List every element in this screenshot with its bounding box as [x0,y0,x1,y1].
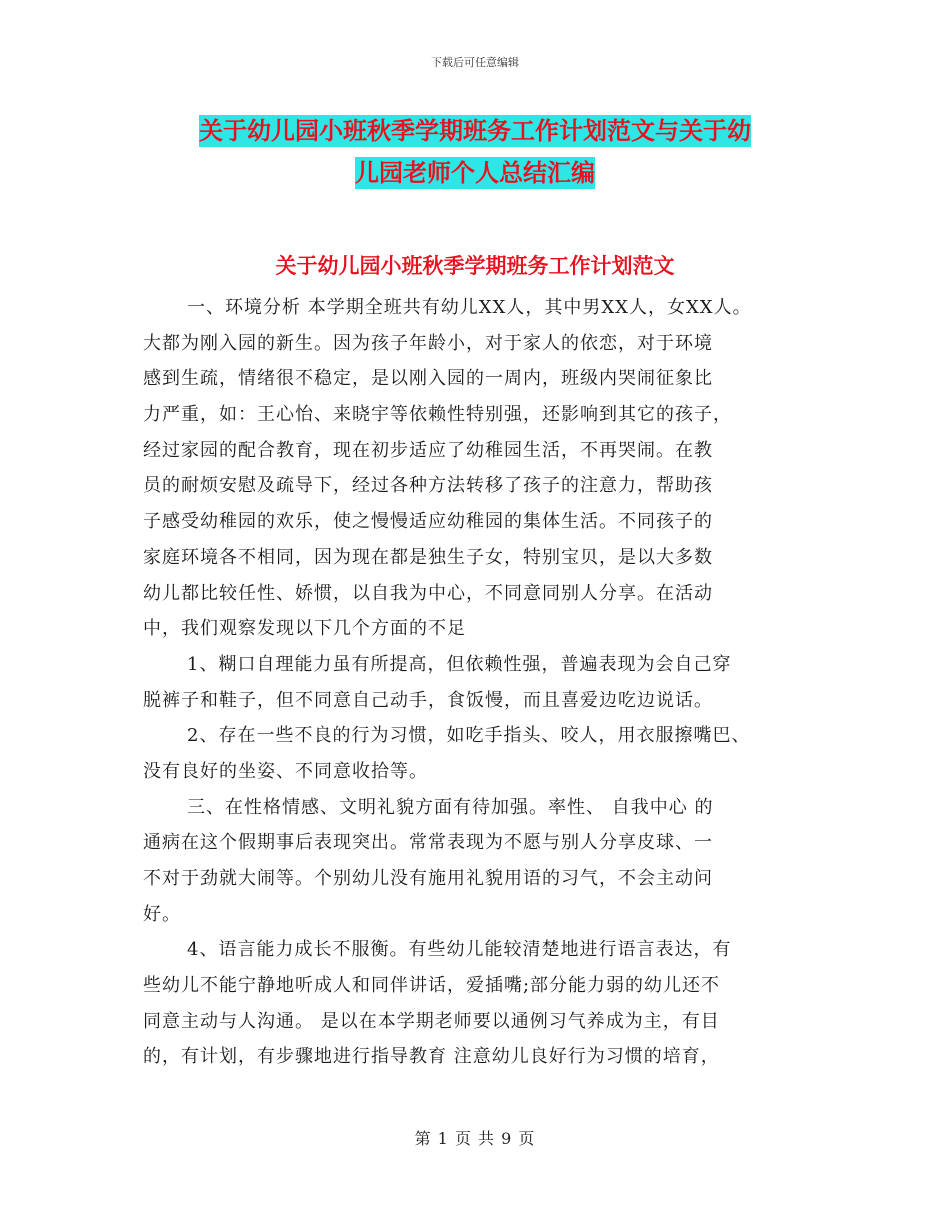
paragraph-line: 好。 [143,903,181,925]
document-title [0,110,950,194]
header-note: 下载后可任意编辑 [431,56,519,69]
paragraph-line: 通病在这个假期事后表现突出。常常表现为不愿与别人分享皮球、一 [143,832,713,854]
paragraph-line: 力严重，如：王心怡、来晓宇等依赖性特别强，还影响到其它的孩子， [143,404,732,426]
paragraph-line: 大都为刚入园的新生。因为孩子年龄小，对于家人的依恋，对于环境 [143,332,713,354]
paragraph-line: 三、在性格情感、文明礼貌方面有待加强。率性、 自我中心 的 [187,796,714,818]
paragraph-line: 一、环境分析 本学期全班共有幼儿XX人，其中男XX人，女XX人。 [187,297,752,318]
body-text [143,290,823,1075]
page-footer: 第 1 页 共 9 页 [414,1129,536,1148]
section-title: 关于幼儿园小班秋季学期班务工作计划范文 [275,254,675,278]
paragraph-line: 中，我们观察发现以下几个方面的不足 [143,618,466,640]
paragraph-line: 家庭环境各不相同，因为现在都是独生子女，特别宝贝，是以大多数 [143,546,713,568]
paragraph-line: 感到生疏，情绪很不稳定，是以刚入园的一周内，班级内哭闹征象比 [143,368,713,390]
paragraph-line: 4、语言能力成长不服衡。有些幼儿能较清楚地进行语言表达，有 [187,939,732,961]
paragraph-line: 1、糊口自理能力虽有所提高，但依赖性强，普遍表现为会自己穿 [187,653,732,675]
document-title-line1: 关于幼儿园小班秋季学期班务工作计划范文与关于幼 [199,117,751,145]
paragraph-line: 2、存在一些不良的行为习惯，如吃手指头、咬人，用衣服擦嘴巴、 [187,725,751,747]
paragraph-line: 没有良好的坐姿、不同意收拾等。 [143,760,428,782]
paragraph-line: 脱裤子和鞋子，但不同意自己动手，食饭慢，而且喜爱边吃边说话。 [143,689,713,711]
document-title-line2: 儿园老师个人总结汇编 [355,159,595,187]
paragraph-line: 员的耐烦安慰及疏导下，经过各种方法转移了孩子的注意力，帮助孩 [143,475,713,497]
paragraph-line: 幼儿都比较任性、娇惯，以自我为中心，不同意同别人分享。在活动 [143,582,713,604]
paragraph-line: 的，有计划，有步骤地进行指导教育 注意幼儿良好行为习惯的培育， [143,1046,720,1068]
paragraph-line: 子感受幼稚园的欢乐，使之慢慢适应幼稚园的集体生活。不同孩子的 [143,511,713,533]
paragraph-line: 些幼儿不能宁静地听成人和同伴讲话，爱插嘴;部分能力弱的幼儿还不 [143,975,721,997]
paragraph-line: 同意主动与人沟通。 是以在本学期老师要以通例习气养成为主，有目 [143,1010,720,1032]
paragraph-line: 经过家园的配合教育，现在初步适应了幼稚园生活，不再哭闹。在教 [143,439,713,461]
paragraph-line: 不对于劲就大闹等。个别幼儿没有施用礼貌用语的习气，不会主动问 [143,868,713,889]
